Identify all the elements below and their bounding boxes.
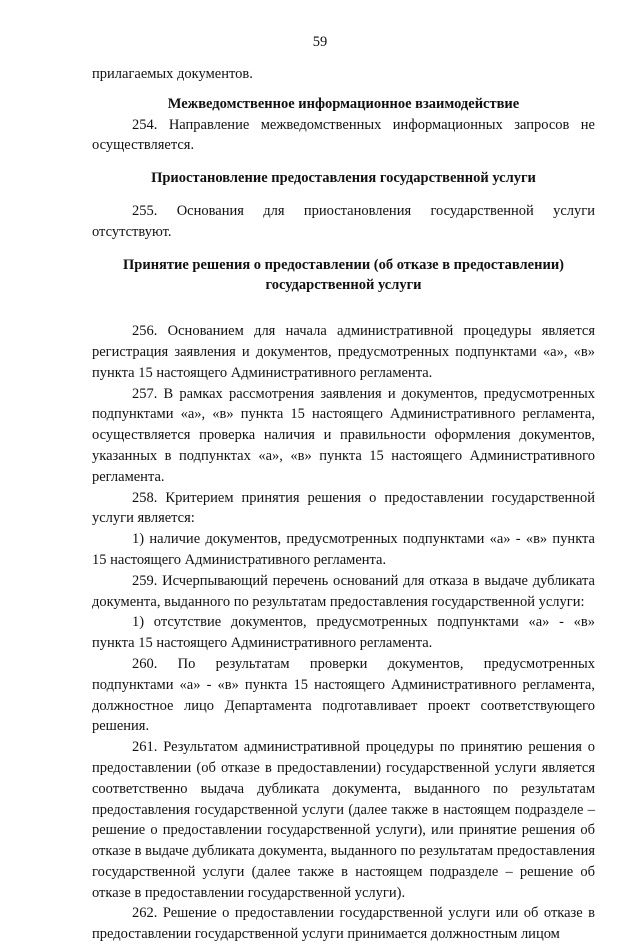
paragraph-257: 257. В рамках рассмотрения заявления и документов, предусмотренных подпунктами «а», «в» пункта 15 настоящего Административного регламента, осуществляется проверка наличия и правильности оформления документов, указанных в подпунктах «а», «в» пункта 15 настоящего Административного регламента. [92,385,595,485]
paragraph-255: 255. Основания для приостановления государственной услуги отсутствуют. [92,202,595,240]
section-heading-decision: Принятие решения о предоставлении (об отказе в предоставлении) государственной услуги [123,256,564,294]
document-body [92,64,595,945]
paragraph-258: 258. Критерием принятия решения о предоставлении государственной услуги является: [92,489,595,527]
paragraph-260: 260. По результатам проверки документов, предусмотренных подпунктами «а» - «в» пункта 15 настоящего Административного регламента, должностное лицо Департамента подготавливает проект соответствующего решения. [92,655,595,735]
paragraph-259-item-1: 1) отсутствие документов, предусмотренных подпунктами «а» - «в» пункта 15 настоящего Административного регламента. [92,614,595,652]
section-heading-suspension: Приостановление предоставления государственной услуги [151,170,536,187]
section-heading-interdepartmental: Межведомственное информационное взаимодействие [167,95,520,112]
paragraph-continuation: прилагаемых документов. [92,66,253,82]
paragraph-259: 259. Исчерпывающий перечень оснований для отказа в выдаче дубликата документа, выданного по результатам предоставления государственной услуги: [92,572,595,610]
paragraph-258-item-1: 1) наличие документов, предусмотренных подпунктами «а» - «в» пункта 15 настоящего Административного регламента. [92,531,595,568]
page-number: 59 [312,34,328,50]
paragraph-261: 261. Результатом административной процедуры по принятию решения о предоставлении (об отказе в предоставлении) государственной услуги является соответственно выдача дубликата документа, выданного по результатам предоставления государственной услуги (далее также в настоящем подразделе – решение о предоставлении государственной услуги), или принятие решения об отказе в выдаче дубликата документа, выданного по результатам предоставления государственной услуги (далее также в настоящем подразделе – решение об отказе в предоставлении государственной услуги). [92,739,595,901]
paragraph-256: 256. Основанием для начала административной процедуры является регистрация заявления и документов, предусмотренных подпунктами «а», «в» пункта 15 настоящего Административного регламента. [92,323,595,381]
paragraph-262: 262. Решение о предоставлении государственной услуги или об отказе в предоставлении государственной услуги принимается должностным лицом [92,905,595,943]
paragraph-254: 254. Направление межведомственных информационных запросов не осуществляется. [92,116,595,154]
